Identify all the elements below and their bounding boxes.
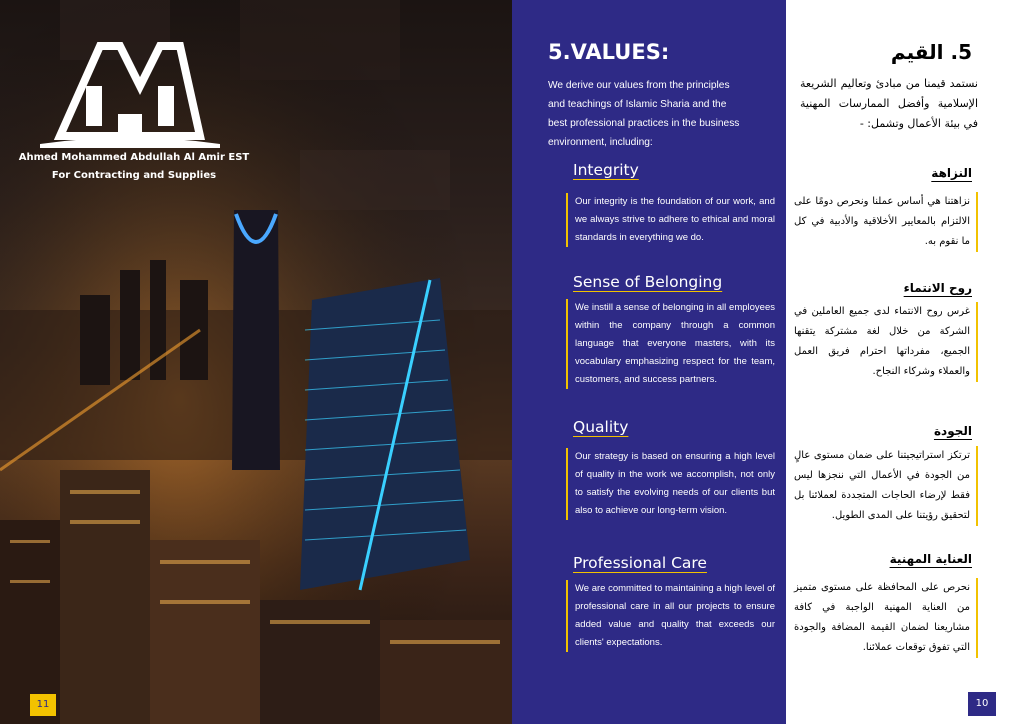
values-title-ar: 5. القيم [890,40,972,64]
value-text-ar-integrity: نزاهتنا هي أساس عملنا ونحرص دومًا على الالتزام بالمعايير الأخلاقية والأدبية في كل ما نقوم به. [794,192,978,252]
company-name: Ahmed Mohammed Abdullah Al Amir EST [18,152,250,163]
value-title-integrity: Integrity [573,161,639,179]
value-title-ar-integrity: النزاهة [931,166,972,180]
values-title-en: 5.VALUES: [548,40,670,64]
value-text-belonging: We instill a sense of belonging in all employees within the company through a common language that everyone masters, with its vocabulary emphasizing respect for the team, customers, and success partners. [566,299,775,389]
values-intro-ar: نستمد قيمنا من مبادئ وتعاليم الشريعة الإسلامية وأفضل الممارسات المهنية في بيئة الأعمال وتشمل: - [800,77,978,130]
value-text-ar-professional-care: نحرص على المحافظة على مستوى متميز من العناية المهنية الواجبة في كافة مشاريعنا لضمان القيمة المضافة والجودة التي تفوق توقعات عملائنا. [794,578,978,658]
company-logo [40,36,220,148]
value-title-belonging: Sense of Belonging [573,273,723,291]
page-number-left: 11 [30,694,56,716]
page-number-right: 10 [968,692,996,716]
value-title-professional-care: Professional Care [573,554,707,572]
value-text-professional-care: We are committed to maintaining a high level of professional care in all our projects to ensure added value and quality that exceeds our clients' expectations. [566,580,775,652]
svg-text:AMA: AMA [128,96,132,97]
values-intro-en: We derive our values from the principles and teachings of Islamic Sharia and the best professional practices in the business environment, including: [548,80,740,148]
value-title-quality: Quality [573,418,629,436]
value-title-ar-professional-care: العناية المهنية [889,552,972,566]
company-tagline: For Contracting and Supplies [51,170,217,181]
value-text-quality: Our strategy is based on ensuring a high level of quality in the work we accomplish, not only to satisfy the evolving needs of our clients but also to achieve our long-term vision. [566,448,775,520]
value-title-ar-belonging: روح الانتماء [903,281,972,295]
value-title-ar-quality: الجودة [933,424,972,438]
value-text-integrity: Our integrity is the foundation of our work, and we always strive to adhere to ethical and moral standards in everything we do. [566,193,775,247]
value-text-ar-quality: ترتكز استراتيجيتنا على ضمان مستوى عالٍ من الجودة في الأعمال التي ننجزها ليس فقط لإرضاء الحاجات المتجددة لعملائنا بل لتحقيق رؤيتنا على المدى الطويل. [794,446,978,526]
value-text-ar-belonging: غرس روح الانتماء لدى جميع العاملين في الشركة من خلال لغة مشتركة يتقنها الجميع، مفرداتها احترام فريق العمل والعملاء وشركاء النجاح. [794,302,978,382]
